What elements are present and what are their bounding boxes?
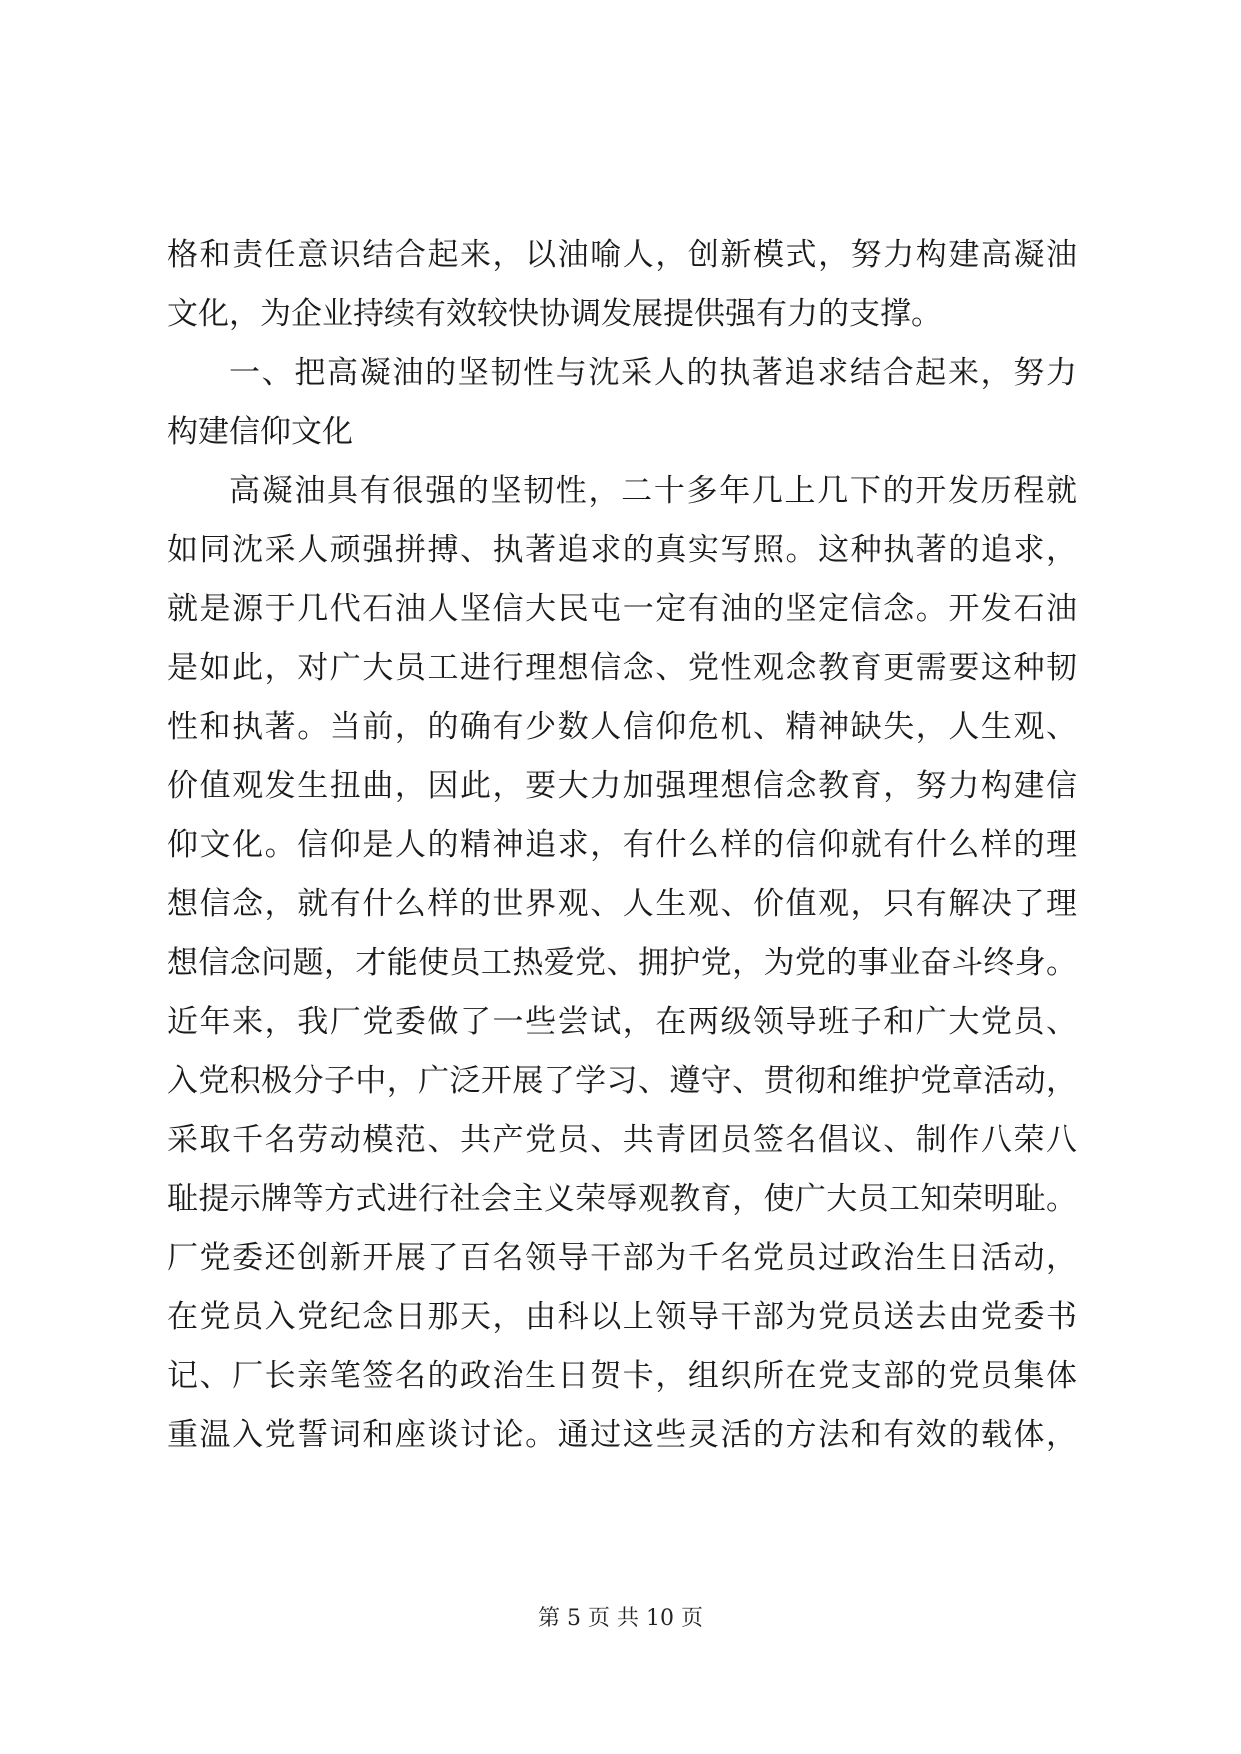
text-line: 仰文化。信仰是人的精神追求，有什么样的信仰就有什么样的理 <box>167 827 1077 863</box>
text-line: 采取千名劳动模范、共产党员、共青团员签名倡议、制作八荣八 <box>167 1122 1077 1158</box>
text-line: 格和责任意识结合起来，以油喻人，创新模式，努力构建高凝油 <box>167 237 1077 273</box>
text-line: 性和执著。当前，的确有少数人信仰危机、精神缺失，人生观、 <box>167 709 1077 745</box>
section-heading-line: 一、把高凝油的坚韧性与沈采人的执著追求结合起来，努力 <box>229 355 1077 391</box>
text-line: 厂党委还创新开展了百名领导干部为千名党员过政治生日活动， <box>167 1240 1077 1276</box>
text-line: 近年来，我厂党委做了一些尝试，在两级领导班子和广大党员、 <box>167 1004 1077 1040</box>
text-line: 文化，为企业持续有效较快协调发展提供强有力的支撑。 <box>167 296 942 332</box>
section-heading-line: 构建信仰文化 <box>167 414 353 450</box>
text-line: 如同沈采人顽强拼搏、执著追求的真实写照。这种执著的追求， <box>167 532 1077 568</box>
text-line: 想信念，就有什么样的世界观、人生观、价值观，只有解决了理 <box>167 886 1077 922</box>
text-line: 记、厂长亲笔签名的政治生日贺卡，组织所在党支部的党员集体 <box>167 1358 1077 1394</box>
text-line: 入党积极分子中，广泛开展了学习、遵守、贯彻和维护党章活动， <box>167 1063 1077 1099</box>
text-line: 是如此，对广大员工进行理想信念、党性观念教育更需要这种韧 <box>167 650 1077 686</box>
text-line: 重温入党誓词和座谈讨论。通过这些灵活的方法和有效的载体， <box>167 1417 1077 1453</box>
text-line: 就是源于几代石油人坚信大民屯一定有油的坚定信念。开发石油 <box>167 591 1077 627</box>
document-body <box>167 226 1077 1465</box>
text-line: 高凝油具有很强的坚韧性，二十多年几上几下的开发历程就 <box>229 473 1077 509</box>
text-line: 耻提示牌等方式进行社会主义荣辱观教育，使广大员工知荣明耻。 <box>167 1181 1077 1217</box>
text-line: 在党员入党纪念日那天，由科以上领导干部为党员送去由党委书 <box>167 1299 1077 1335</box>
text-line: 想信念问题，才能使员工热爱党、拥护党，为党的事业奋斗终身。 <box>167 945 1077 981</box>
text-line: 价值观发生扭曲，因此，要大力加强理想信念教育，努力构建信 <box>167 768 1077 804</box>
page-number-footer: 第 5 页 共 10 页 <box>538 1606 703 1631</box>
